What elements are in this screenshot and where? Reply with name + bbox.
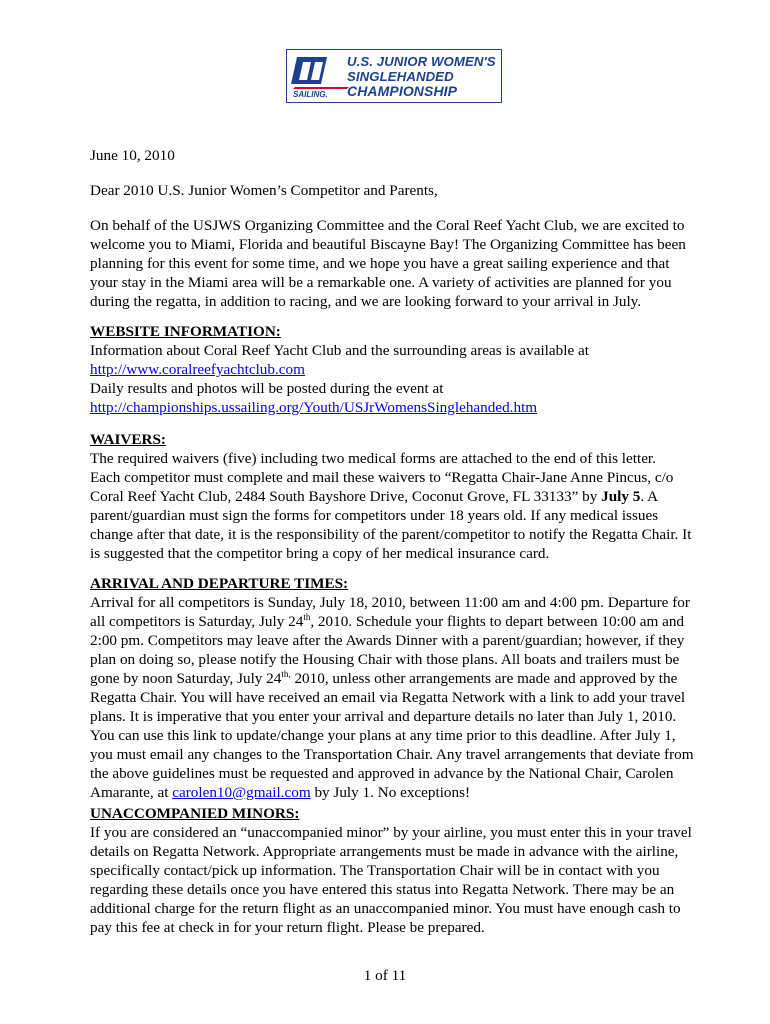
logo-wordmark — [347, 54, 497, 99]
arrival-line: Arrival for all competitors is Sunday, July 18, 2010, between 11:00 am and 4:00 pm. Departure for — [90, 594, 690, 611]
unaccompanied-line: If you are considered an “unaccompanied minor” by your airline, you must enter this in your travel — [90, 824, 692, 841]
unaccompanied-section — [90, 804, 710, 937]
arrival-line: 2:00 pm. Competitors may leave after the Awards Dinner with a parent/guardian; however, if they — [90, 632, 685, 649]
unaccompanied-line: details on Regatta Network. Appropriate arrangements must be made in advance with the airline, — [90, 843, 679, 860]
intro-line: planning for this event for some time, and we hope you have a great sailing experience and that — [90, 255, 670, 272]
waivers-line: parent/guardian must sign the forms for competitors under 18 years old. If any medical issues — [90, 507, 659, 524]
waivers-line: The required waivers (five) including two medical forms are attached to the end of this letter. — [90, 450, 656, 467]
arrival-line: You can use this link to update/change your plans at any time prior to this deadline. After July 1, — [90, 727, 676, 744]
waivers-deadline: July 5 — [601, 488, 641, 505]
website-section — [90, 322, 710, 417]
logo-line-1: U.S. JUNIOR WOMEN'S — [347, 54, 496, 69]
salutation-text: Dear 2010 U.S. Junior Women’s Competitor and Parents, — [90, 182, 438, 199]
unaccompanied-line: pay this fee at check in for your return flight. Please be prepared. — [90, 919, 485, 936]
arrival-line: plan on doing so, please notify the Housing Chair with those plans. All boats and trailers must be — [90, 651, 680, 668]
waivers-line — [90, 487, 710, 506]
arrival-text: gone by noon Saturday, July 24 — [90, 670, 282, 687]
arrival-line — [90, 783, 710, 802]
arrival-text: , 2010. Schedule your flights to depart between 10:00 am and — [310, 613, 685, 630]
intro-paragraph — [90, 216, 710, 311]
waivers-line: change after that date, it is the responsibility of the parent/competitor to notify the Regatta Chair. It — [90, 526, 692, 543]
email-link[interactable]: carolen10@gmail.com — [172, 784, 311, 801]
intro-line: during the regatta, in addition to racing, and we are looking forward to your arrival in July. — [90, 293, 642, 310]
intro-line: welcome you to Miami, Florida and beautiful Biscayne Bay! The Organizing Committee has been — [90, 236, 686, 253]
unaccompanied-heading: UNACCOMPANIED MINORS: — [90, 805, 300, 822]
logo-mark-caption: SAILING. — [293, 90, 328, 98]
unaccompanied-line: specifically contact/pick up information. The Transportation Chair will be in contact with you — [90, 862, 660, 879]
championship-logo — [286, 49, 502, 103]
club-website-link[interactable]: http://www.coralreefyachtclub.com — [90, 361, 305, 378]
intro-line: On behalf of the USJWS Organizing Committee and the Coral Reef Yacht Club, we are excited to — [90, 217, 685, 234]
waivers-line-end: . A — [640, 488, 659, 505]
arrival-line: the above guidelines must be requested and approved in advance by the National Chair, Carolen — [90, 765, 674, 782]
salutation — [90, 181, 710, 200]
arrival-line: Regatta Chair. You will have received an email via Regatta Network with a link to add your travel — [90, 689, 686, 706]
unaccompanied-line: regarding these details once you have entered this status into Regatta Network. There may be an — [90, 881, 675, 898]
arrival-section — [90, 574, 710, 802]
logo-line-2: SINGLEHANDED — [347, 69, 454, 84]
website-line: Information about Coral Reef Yacht Club and the surrounding areas is available at — [90, 342, 589, 359]
arrival-text: 2010, unless other arrangements are made and approved by the — [290, 670, 678, 687]
date-text: June 10, 2010 — [90, 147, 175, 164]
waivers-address: Coral Reef Yacht Club, 2484 South Bayshore Drive, Coconut Grove, FL 33133” by — [90, 488, 602, 505]
letter-date — [90, 146, 710, 165]
waivers-section — [90, 430, 710, 563]
arrival-heading: ARRIVAL AND DEPARTURE TIMES: — [90, 575, 349, 592]
arrival-text: by July 1. No exceptions! — [310, 784, 471, 801]
arrival-line — [90, 612, 710, 631]
waivers-line: is suggested that the competitor bring a copy of her medical insurance card. — [90, 545, 550, 562]
unaccompanied-line: additional charge for the return flight as an unaccompanied minor. You must have enough cash to — [90, 900, 681, 917]
page-number: 1 of 11 — [363, 967, 407, 984]
results-website-link[interactable]: http://championships.ussailing.org/Youth/USJrWomensSinglehanded.htm — [90, 399, 538, 416]
waivers-heading: WAIVERS: — [90, 431, 166, 448]
intro-line: your stay in the Miami area will be a remarkable one. A variety of activities are planned for you — [90, 274, 672, 291]
arrival-line: plans. It is imperative that you enter your arrival and departure details no later than July 1, 2010. — [90, 708, 677, 725]
arrival-line: you must email any changes to the Transportation Chair. Any travel arrangements that deviate from — [90, 746, 694, 763]
waivers-line: Each competitor must complete and mail these waivers to “Regatta Chair-Jane Anne Pincus, c/o — [90, 469, 674, 486]
logo-line-3: CHAMPIONSHIP — [347, 83, 458, 99]
arrival-text: all competitors is Saturday, July 24 — [90, 613, 304, 630]
arrival-line — [90, 669, 710, 688]
website-heading: WEBSITE INFORMATION: — [90, 323, 281, 340]
website-line: Daily results and photos will be posted during the event at — [90, 380, 444, 397]
ordinal-suffix: th — [303, 612, 311, 622]
arrival-text: Amarante, at — [90, 784, 173, 801]
us-sailing-logo-icon — [291, 54, 353, 98]
ordinal-suffix: th, — [281, 669, 291, 679]
